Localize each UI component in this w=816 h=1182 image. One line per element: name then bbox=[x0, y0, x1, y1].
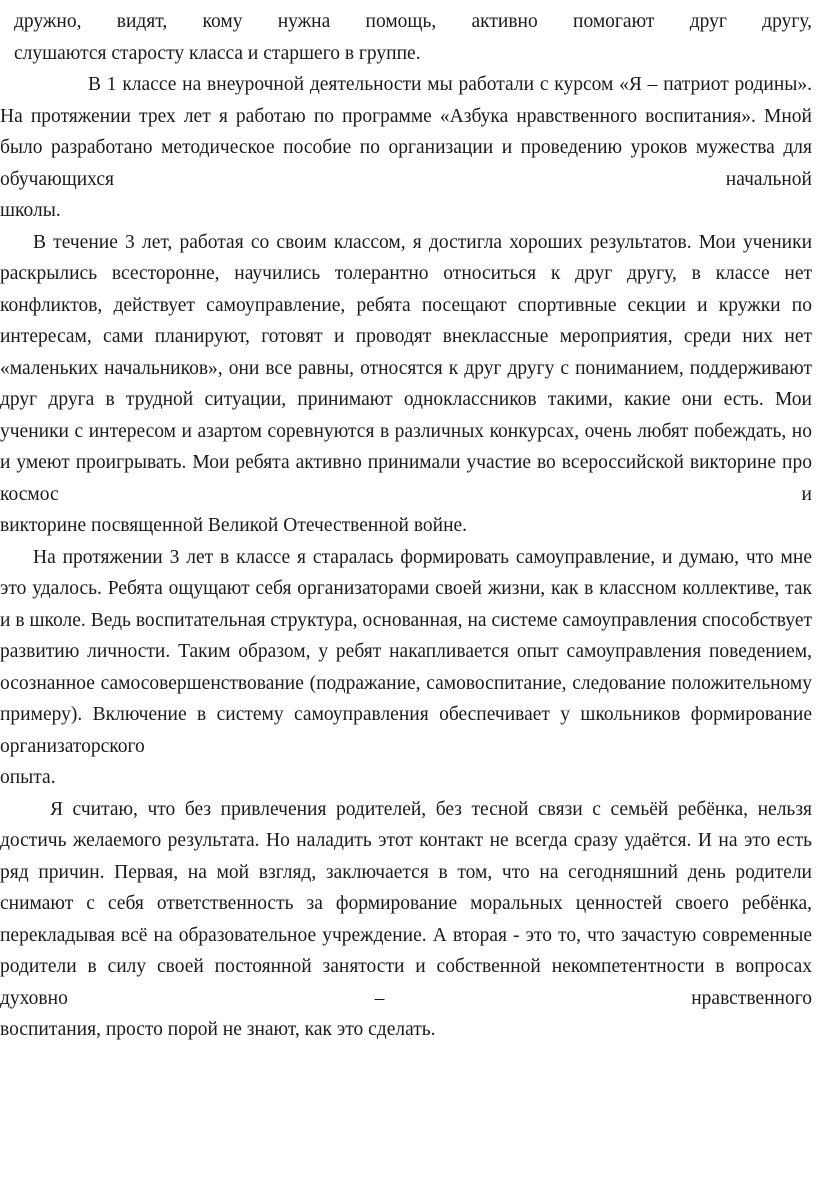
paragraph-3-lines: В течение 3 лет, работая со своим классом, я достигла хороших результатов. Мои ученики раскрылись всесторонне, научились толерантно относиться к друг другу, в классе нет конфликтов, действует самоуправление, ребята посещают спортивные секции и кружки по интересам, сами планируют, готовят и проводят внеклассные мероприятия, среди них нет «маленьких начальников», они все равны, относятся к друг другу с пониманием, поддерживают друг друга в трудной ситуации, принимают одноклассников такими, какие они есть. Мои ученики с интересом и азартом соревнуются в различных конкурсах, очень любят побеждать, но и умеют проигрывать. Мои ребята активно принимали участие во всероссийской викторине про космос и bbox=[0, 231, 812, 505]
paragraph-1-lines: дружно, видят, кому нужна помощь, активно помогают друг другу, bbox=[14, 11, 812, 32]
paragraph-1-last-line: слушаются старосту класса и старшего в группе. bbox=[14, 42, 421, 64]
paragraph-4-last-line: опыта. bbox=[0, 767, 56, 788]
paragraph-3-last-line: викторине посвященной Великой Отечественной войне. bbox=[0, 515, 468, 536]
paragraph-5-last-line: воспитания, просто порой не знают, как это сделать. bbox=[0, 1019, 436, 1040]
paragraph-2-last-line: школы. bbox=[0, 200, 61, 221]
paragraph-5-lines: Я считаю, что без привлечения родителей, без тесной связи с семьёй ребёнка, нельзя достичь желаемого результата. Но наладить этот контакт не всегда сразу удаётся. И на это есть ряд причин. Первая, на мой взгляд, заключается в том, что на сегодняшний день родители снимают с себя ответственность за формирование моральных ценностей своего ребёнка, перекладывая всё на образовательное учреждение. А вторая - это то, что зачастую современные родители в силу своей постоянной занятости и собственной некомпетентности в вопросах духовно – нравственного bbox=[0, 798, 812, 1009]
paragraph-4-lines: На протяжении 3 лет в классе я старалась формировать самоуправление, и думаю, что мне это удалось. Ребята ощущают себя организаторами своей жизни, как в классном коллективе, так и в школе. Ведь воспитательная структура, основанная, на системе самоуправления способствует развитию личности. Таким образом, у ребят накапливается опыт самоуправления поведением, осознанное самосовершенствование (подражание, самовоспитание, следование положительному примеру). Включение в систему самоуправления обеспечивает у школьников формирование организаторского bbox=[0, 546, 812, 757]
paragraph-2-lines: В 1 классе на внеурочной деятельности мы работали с курсом «Я – патриот родины». На протяжении трех лет я работаю по программе «Азбука нравственного воспитания». Мной было разработано методическое пособие по организации и проведению уроков мужества для обучающихся начальной bbox=[0, 74, 812, 190]
